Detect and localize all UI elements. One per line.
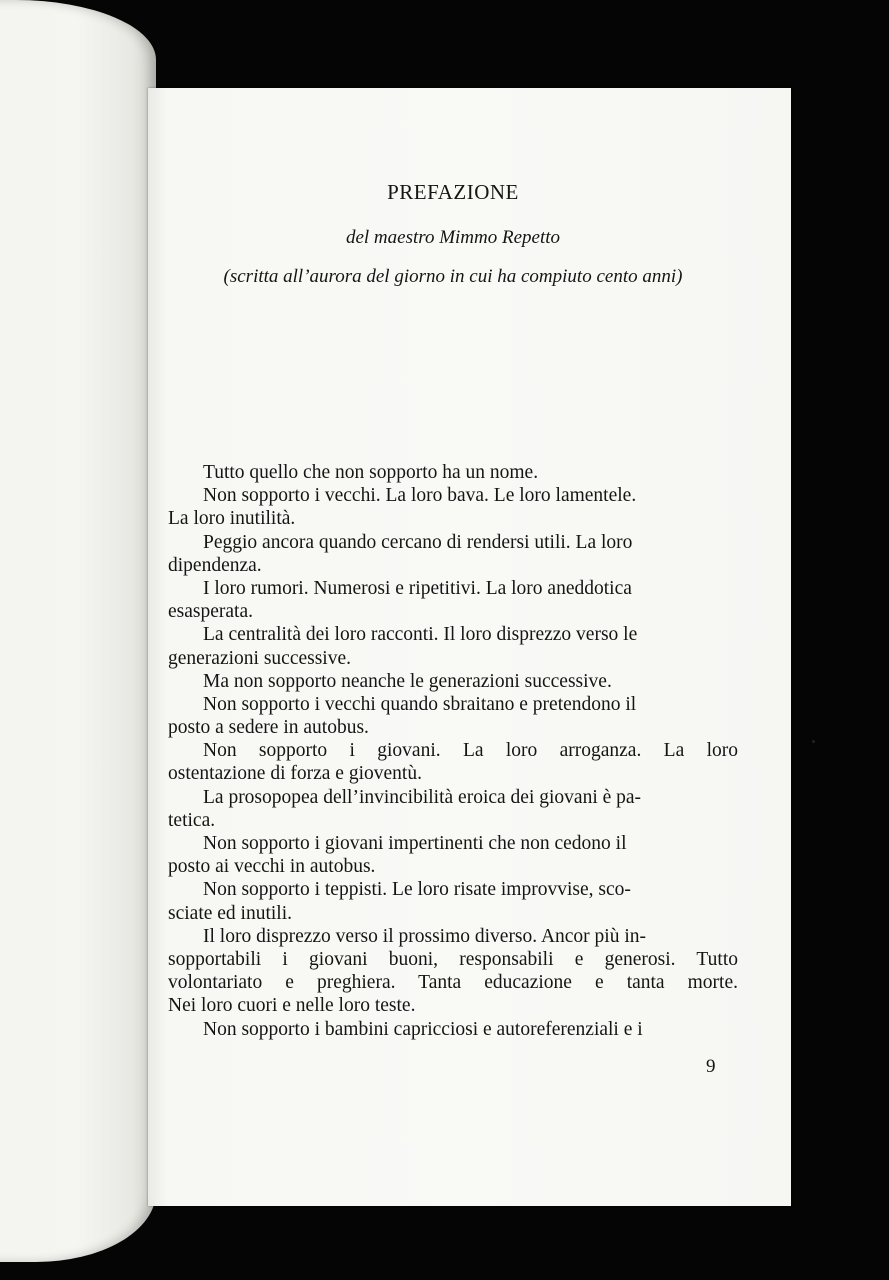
text-line: Non sopporto i teppisti. Le loro risate improvvise, sco- — [203, 879, 631, 901]
text-line: tetica. — [168, 809, 216, 831]
text-line: La prosopopea dell’invincibilità eroica dei giovani è pa- — [203, 786, 642, 808]
text-line: La centralità dei loro racconti. Il loro disprezzo verso le — [203, 624, 638, 646]
text-line: Ma non sopporto neanche le generazioni successive. — [203, 670, 612, 692]
text-line: posto ai vecchi in autobus. — [168, 856, 376, 878]
text-line: Nei loro cuori e nelle loro teste. — [168, 995, 416, 1017]
text-line: sopportabili i giovani buoni, responsabili e generosi. Tutto — [168, 948, 738, 970]
text-line: Non sopporto i giovani impertinenti che non cedono il — [203, 833, 627, 854]
chapter-heading: PREFAZIONE — [387, 180, 519, 204]
dust-speck — [812, 740, 815, 743]
text-line: dipendenza. — [168, 554, 262, 576]
text-line: Non sopporto i giovani. La loro arroganza. La loro — [203, 740, 738, 762]
text-line: esasperata. — [168, 601, 253, 623]
chapter-subtitle: del maestro Mimmo Repetto — [345, 227, 561, 248]
text-line: Peggio ancora quando cercano di rendersi utili. La loro — [203, 531, 633, 553]
text-line: Non sopporto i bambini capricciosi e autoreferenziali e i — [203, 1018, 643, 1040]
text-line: volontariato e preghiera. Tanta educazione e tanta morte. — [168, 972, 738, 994]
text-line: Non sopporto i vecchi. La loro bava. Le loro lamentele. — [203, 485, 637, 507]
text-line: Il loro disprezzo verso il prossimo diverso. Ancor più in- — [203, 925, 647, 947]
text-line: Non sopporto i vecchi quando sbraitano e pretendono il — [203, 693, 637, 715]
text-line: posto a sedere in autobus. — [168, 717, 369, 739]
text-line: sciate ed inutili. — [168, 902, 293, 924]
chapter-subtitle-note: (scritta all’aurora del giorno in cui ha compiuto cento anni) — [223, 266, 683, 287]
text-line: I loro rumori. Numerosi e ripetitivi. La loro aneddotica — [203, 577, 632, 599]
page-number: 9 — [706, 1056, 716, 1077]
left-page — [0, 0, 156, 1262]
text-line: La loro inutilità. — [168, 508, 296, 530]
text-line: ostentazione di forza e gioventù. — [168, 763, 422, 785]
text-line: Tutto quello che non sopporto ha un nome. — [203, 462, 539, 483]
right-page — [148, 88, 791, 1206]
body-text — [168, 461, 738, 1041]
text-line: generazioni successive. — [168, 647, 352, 669]
